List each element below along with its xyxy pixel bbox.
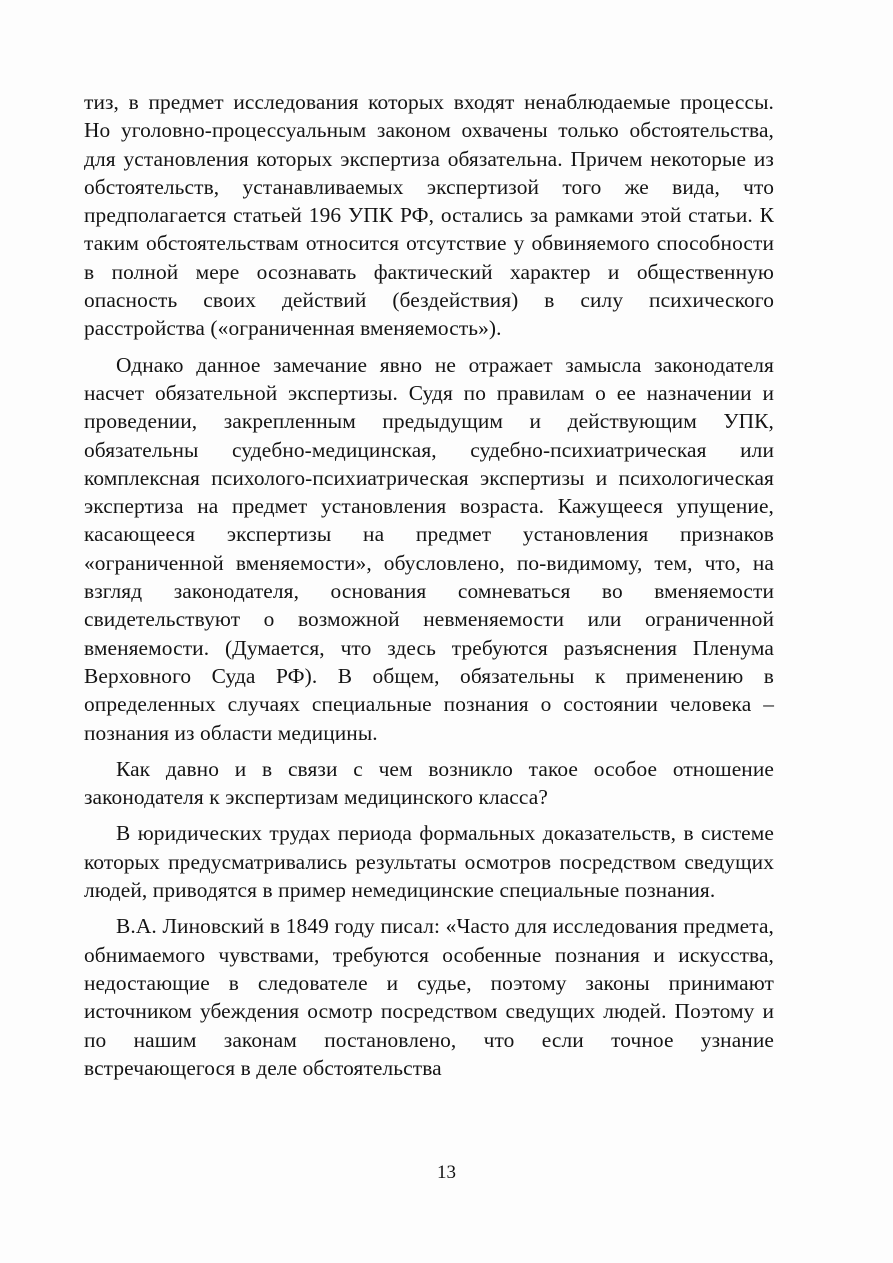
paragraph-4: В юридических трудах периода формальных доказательств, в системе которых предусматривались результаты осмотров посредством сведущих людей, приводятся в пример немедицинские специальные познания. — [84, 821, 774, 903]
paragraph-2: Однако данное замечание явно не отражает замысла законодателя насчет обязательной экспертизы. Судя по правилам о ее назначении и проведении, закрепленным предыдущим и действующим УПК, обязательны судебно-медицинская, судебно-психиатрическая или комплексная психолого-психиатрическая экспертизы и психологическая экспертиза на предмет установления возраста. Кажущееся упущение, касающееся экспертизы на предмет установления признаков «ограниченной вменяемости», обусловлено, по-видимому, тем, что, на взгляд законодателя, основания сомневаться во вменяемости свидетельствуют о возможной невменяемости или ограниченной вменяемости. (Думается, что здесь требуются разъяснения Пленума Верховного Суда РФ). В общем, обязательны к применению в определенных случаях специальные познания о состоянии человека – познания из области медицины. — [84, 352, 774, 745]
page-number: 13 — [437, 1162, 456, 1183]
paragraph-1: тиз, в предмет исследования которых входят ненаблюдаемые процессы. Но уголовно-процессуальным законом охвачены только обстоятельства, для установления которых экспертиза обязательна. Причем некоторые из обстоятельств, устанавливаемых экспертизой того же вида, что предполагается статьей 196 УПК РФ, остались за рамками этой статьи. К таким обстоятельствам относится отсутствие у обвиняемого способности в полной мере осознавать фактический характер и общественную опасность своих действий (бездействия) в силу психического расстройства («ограниченная вменяемость»). — [84, 90, 774, 341]
body-text — [84, 88, 774, 1090]
paragraph-3: Как давно и в связи с чем возникло такое особое отношение законодателя к экспертизам медицинского класса? — [84, 756, 774, 810]
paragraph-5: В.А. Линовский в 1849 году писал: «Часто для исследования предмета, обнимаемого чувствами, требуются особенные познания и искусства, недостающие в следователе и судье, поэтому законы принимают источником убеждения осмотр посредством сведущих людей. Поэтому и по нашим законам постановлено, что если точное узнание встречающегося в деле обстоятельства — [84, 914, 774, 1080]
